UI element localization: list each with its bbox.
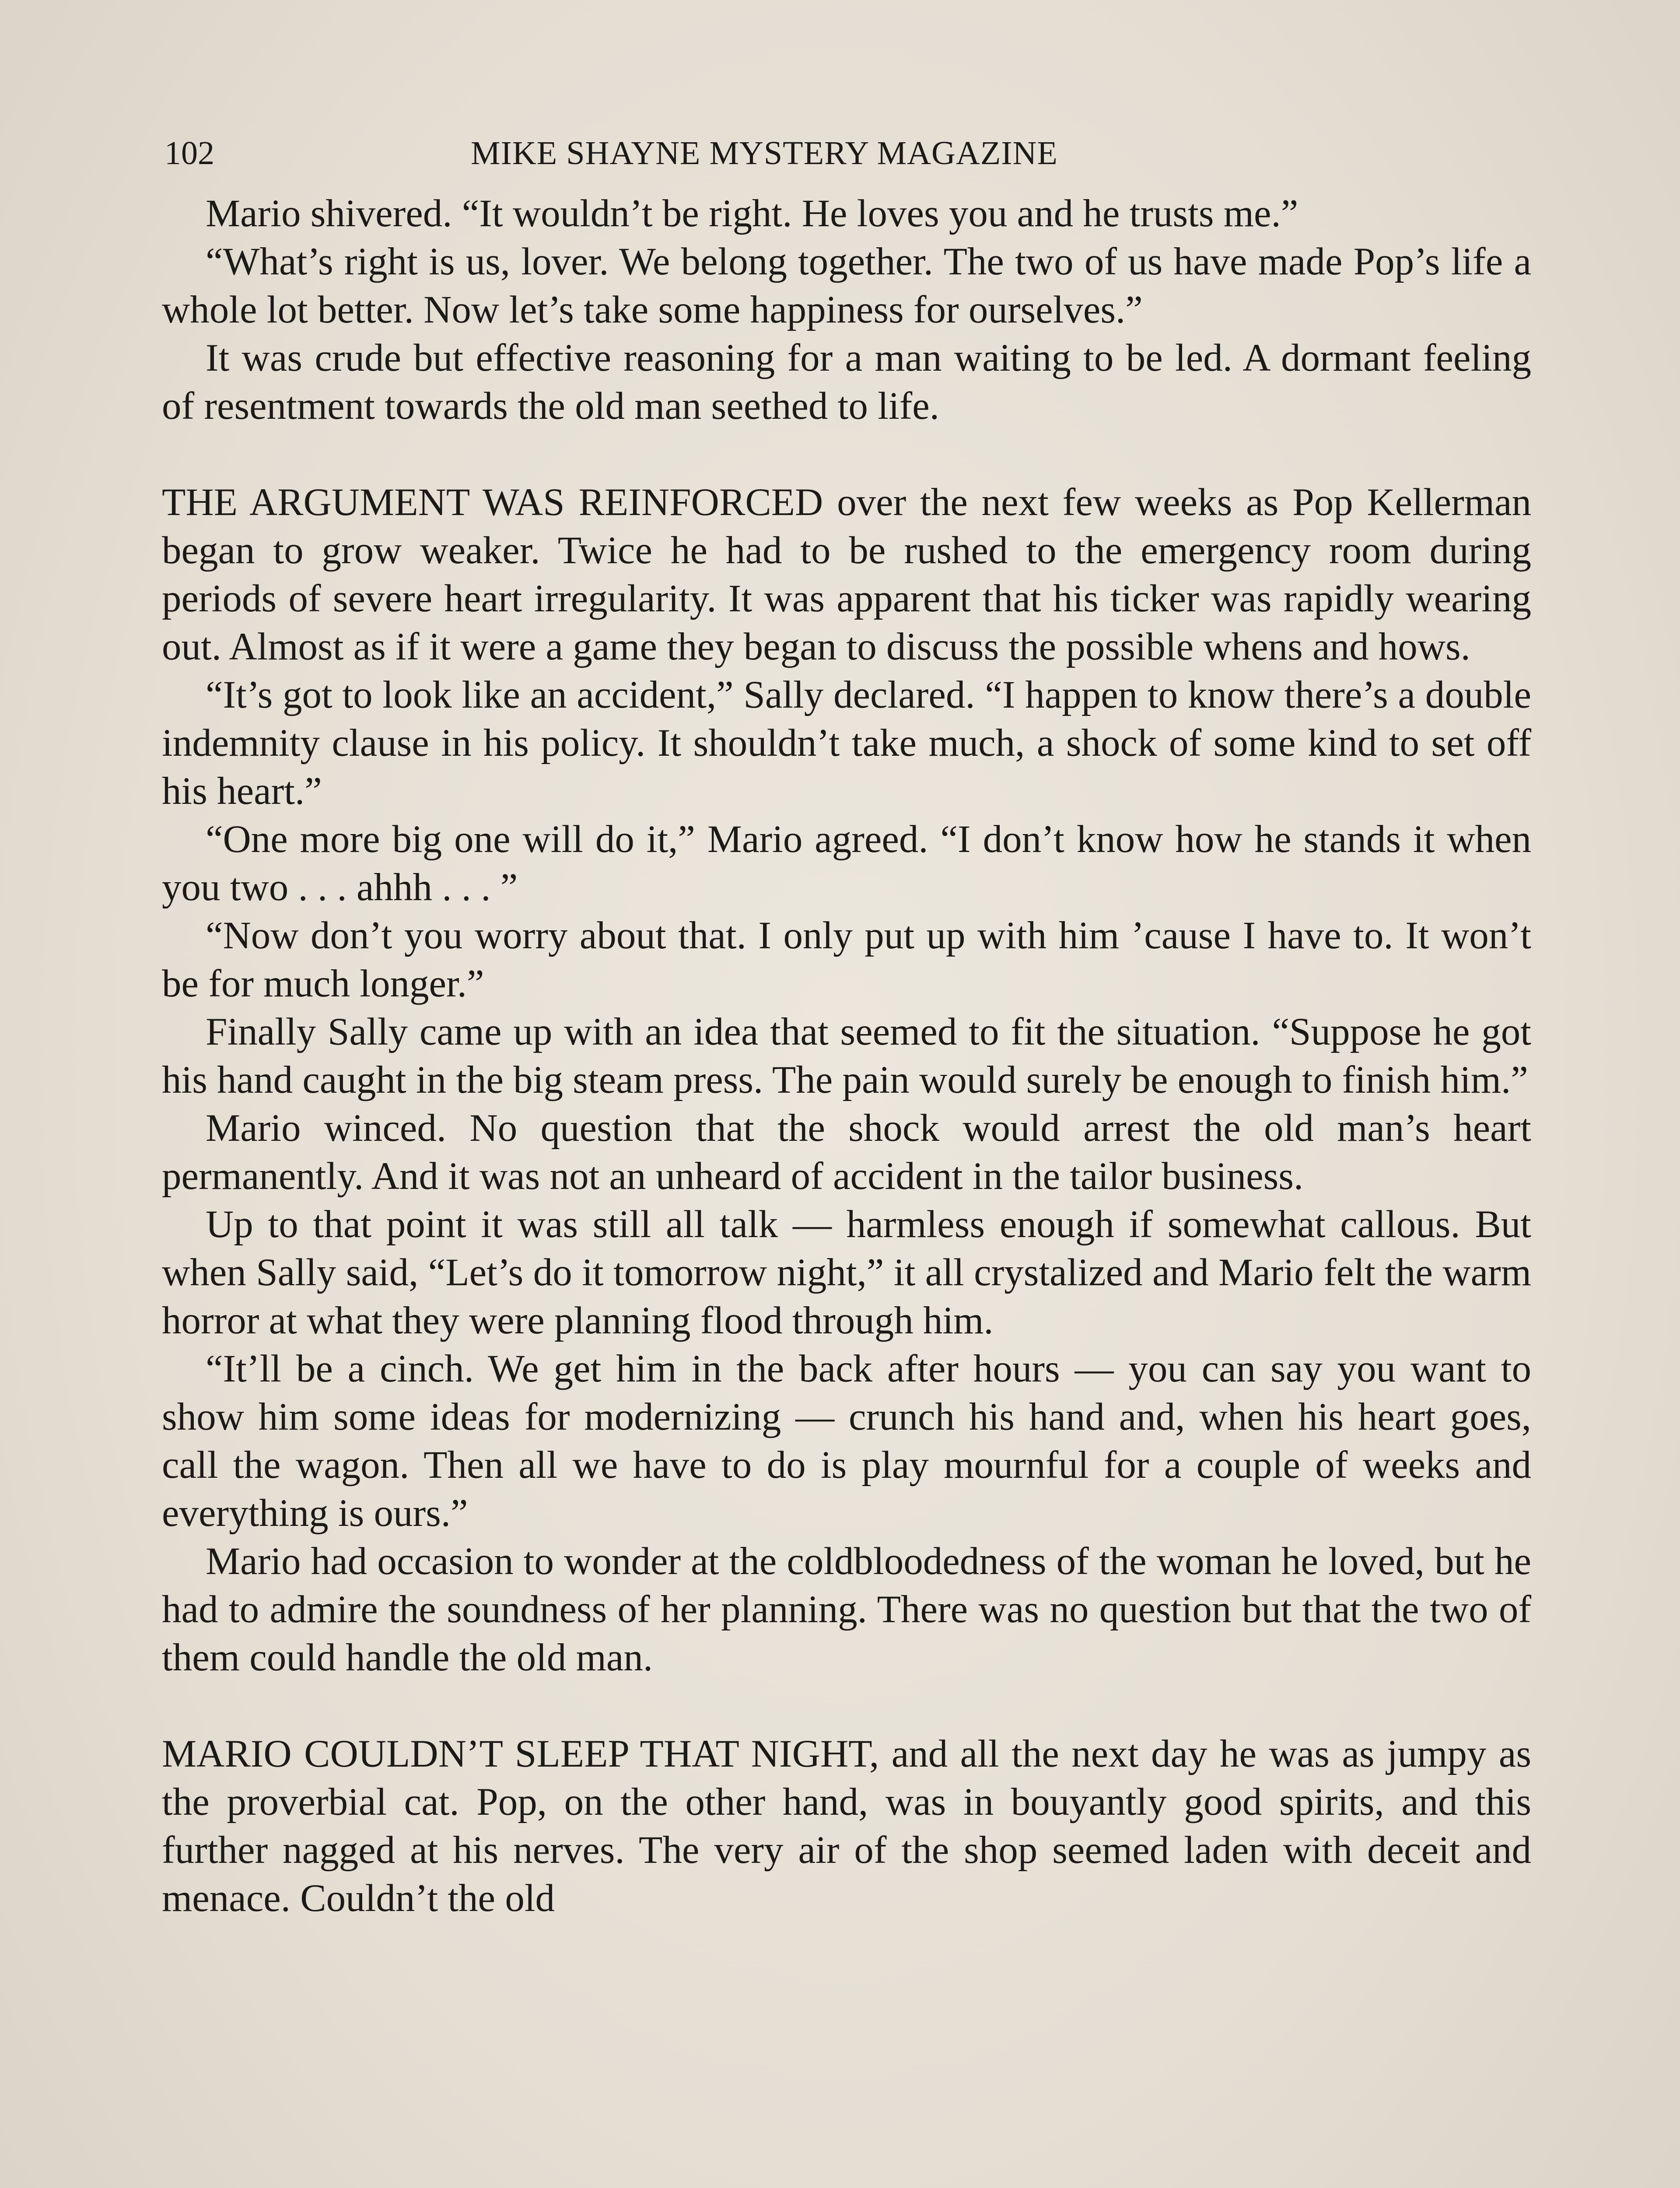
paragraph [162, 334, 1531, 430]
paragraph-text: and all the next day he was as jumpy as the proverbial cat. Pop, on the other hand, was in bouyantly good spirits, and this further nagged at his nerves. The very air of the shop seemed laden with deceit and menace. Couldn’t the old [162, 1732, 1531, 1920]
paragraph [162, 1008, 1531, 1104]
paragraph [162, 189, 1531, 238]
paragraph-text: “It’ll be a cinch. We get him in the back after hours — you can say you want to show him some ideas for modernizing — crunch his hand and, when his heart goes, call the wagon. Then all we have to do is play mournful for a couple of weeks and everything is ours.” [162, 1347, 1531, 1535]
paragraph-text: Mario had occasion to wonder at the coldbloodedness of the woman he loved, but he had to admire the soundness of her planning. There was no question but that the two of them could handle the old man. [162, 1540, 1531, 1679]
paragraph-text: “Now don’t you worry about that. I only put up with him ’cause I have to. It won’t be for much longer.” [162, 914, 1531, 1005]
paragraph [162, 1104, 1531, 1200]
running-head [164, 127, 1556, 179]
story-body [162, 189, 1531, 1922]
paragraph-text: It was crude but effective reasoning for a man waiting to be led. A dormant feeling of resentment towards the old man seethed to life. [162, 337, 1531, 428]
paragraph [162, 238, 1531, 334]
paragraph-text: Mario winced. No question that the shock would arrest the old man’s heart permanently. And it was not an unheard of accident in the tailor business. [162, 1107, 1531, 1198]
paragraph-text: “One more big one will do it,” Mario agreed. “I don’t know how he stands it when you two . . . ahhh . . . ” [162, 818, 1531, 909]
paragraph [162, 912, 1531, 1008]
paragraph [162, 671, 1531, 815]
paragraph-text: Up to that point it was still all talk — harmless enough if somewhat callous. But when Sally said, “Let’s do it tomorrow night,” it all crystalized and Mario felt the warm horror at what they were planning flood through him. [162, 1203, 1531, 1342]
page-number: 102 [164, 135, 214, 172]
paragraph [162, 815, 1531, 912]
section-lead-paragraph [162, 1730, 1531, 1922]
paragraph [162, 1537, 1531, 1682]
section-lead-paragraph [162, 478, 1531, 671]
paragraph-text: over the next few weeks as Pop Kellerman began to grow weaker. Twice he had to be rushed to the emergency room during periods of severe heart irregularity. It was apparent that his ticker was rapidly wearing out. Almost as if it were a game they began to discuss the possible whens and hows. [162, 481, 1531, 668]
magazine-title: MIKE SHAYNE MYSTERY MAGAZINE [471, 135, 1058, 172]
paragraph-text: Finally Sally came up with an idea that seemed to fit the situation. “Suppose he got his hand caught in the big steam press. The pain would surely be enough to finish him.” [162, 1010, 1531, 1101]
paragraph-text: “What’s right is us, lover. We belong together. The two of us have made Pop’s life a whole lot better. Now let’s take some happiness for ourselves.” [162, 240, 1531, 331]
paragraph [162, 1200, 1531, 1345]
section-lead-caps: MARIO COULDN’T SLEEP THAT NIGHT, [162, 1732, 879, 1775]
paragraph [162, 1345, 1531, 1537]
paragraph-text: Mario shivered. “It wouldn’t be right. He loves you and he trusts me.” [206, 192, 1298, 235]
section-lead-caps: THE ARGUMENT WAS REINFORCED [162, 481, 823, 524]
paragraph-text: “It’s got to look like an accident,” Sally declared. “I happen to know there’s a double indemnity clause in his policy. It shouldn’t take much, a shock of some kind to set off his heart.” [162, 673, 1531, 813]
